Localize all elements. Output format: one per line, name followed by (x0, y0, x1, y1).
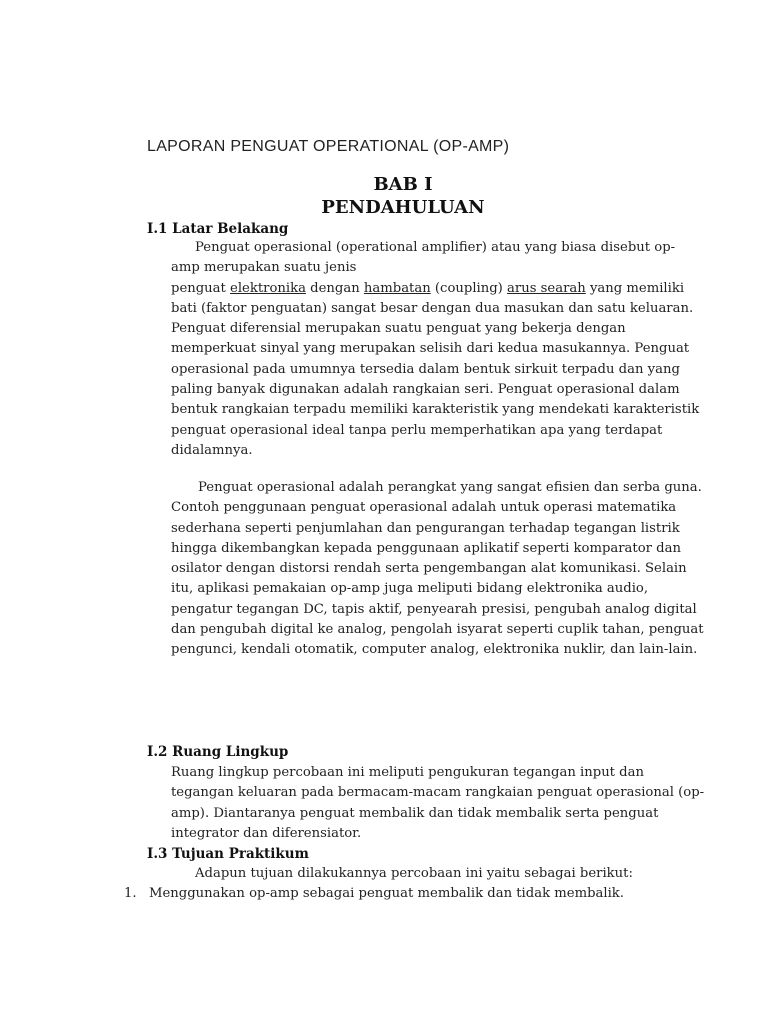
paragraph-line: amp merupakan suatu jenis (171, 260, 357, 276)
paragraph-line: Penguat diferensial merupakan suatu penguat yang bekerja dengan (171, 321, 626, 337)
paragraph-line: tegangan keluaran pada bermacam-macam rangkaian penguat operasional (op- (171, 785, 705, 801)
paragraph-line: penguat operasional ideal tanpa perlu memperhatikan apa yang terdapat (171, 422, 663, 438)
paragraph-line: dan pengubah digital ke analog, pengolah isyarat seperti cuplik tahan, penguat (171, 622, 704, 638)
paragraph-line: itu, aplikasi pemakaian op-amp juga meliputi bidang elektronika audio, (171, 581, 649, 597)
paragraph-line: pengatur tegangan DC, tapis aktif, penyearah presisi, pengubah analog digital (171, 601, 697, 617)
section-heading-ruang-lingkup: I.2 Ruang Lingkup (147, 744, 289, 760)
paragraph-line: bati (faktor penguatan) sangat besar dengan dua masukan dan satu keluaran. (171, 300, 694, 316)
paragraph-latar-belakang-2 (171, 478, 704, 661)
text-fragment: penguat (171, 280, 231, 296)
paragraph-line: paling banyak digunakan adalah rangkaian seri. Penguat operasional dalam (171, 382, 680, 398)
paragraph-line: hingga dikembangkan kepada penggunaan aplikatif seperti komparator dan (171, 540, 681, 556)
paragraph-line: Ruang lingkup percobaan ini meliputi pengukuran tegangan input dan (171, 765, 644, 780)
paragraph-line: Penguat operasional (operational amplifier) atau yang biasa disebut op- (195, 240, 676, 255)
paragraph-line: integrator dan diferensiator. (171, 825, 362, 841)
paragraph-line: Penguat operasional adalah perangkat yang sangat efisien dan serba guna. (198, 480, 702, 495)
paragraph-line (171, 279, 685, 299)
paragraph-line: bentuk rangkaian terpadu memiliki karakteristik yang mendekati karakteristik (171, 402, 700, 418)
paragraph-line: memperkuat sinyal yang merupakan selisih dari kedua masukannya. Penguat (171, 341, 690, 357)
paragraph-line: Contoh penggunaan penguat operasional adalah untuk operasi matematika (171, 500, 677, 516)
chapter-number: BAB I (373, 174, 433, 195)
link-arus-searah[interactable]: arus searah (507, 280, 586, 296)
paragraph-line: didalamnya. (171, 442, 253, 458)
section-heading-tujuan-praktikum: I.3 Tujuan Praktikum (147, 846, 309, 862)
paragraph-line: Adapun tujuan dilakukannya percobaan ini yaitu sebagai berikut: (195, 866, 633, 881)
section-heading-latar-belakang: I.1 Latar Belakang (147, 221, 289, 237)
list-item-text: Menggunakan op-amp sebagai penguat membalik dan tidak membalik. (149, 886, 624, 901)
paragraph-ruang-lingkup (171, 763, 705, 844)
paragraph-latar-belakang-1 (171, 238, 700, 461)
text-fragment: (coupling) (430, 280, 508, 296)
document-title: LAPORAN PENGUAT OPERATIONAL (OP-AMP) (147, 138, 510, 155)
list-item-number: 1. (124, 886, 137, 901)
text-fragment: yang memiliki (585, 280, 685, 296)
paragraph-line: osilator dengan distorsi rendah serta pengembangan alat komunikasi. Selain (171, 561, 687, 577)
paragraph-line: amp). Diantaranya penguat membalik dan tidak membalik serta penguat (171, 805, 659, 821)
link-hambatan[interactable]: hambatan (363, 280, 431, 296)
paragraph-line: sederhana seperti penjumlahan dan pengurangan terhadap tegangan listrik (171, 520, 680, 536)
paragraph-line: operasional pada umumnya tersedia dalam bentuk sirkuit terpadu dan yang (171, 361, 680, 377)
paragraph-line: pengunci, kendali otomatik, computer analog, elektronika nuklir, dan lain-lain. (171, 642, 698, 658)
paragraph-tujuan-intro (171, 864, 663, 884)
chapter-name: PENDAHULUAN (321, 197, 485, 218)
link-elektronika[interactable]: elektronika (230, 280, 306, 296)
text-fragment: dengan (305, 280, 364, 296)
